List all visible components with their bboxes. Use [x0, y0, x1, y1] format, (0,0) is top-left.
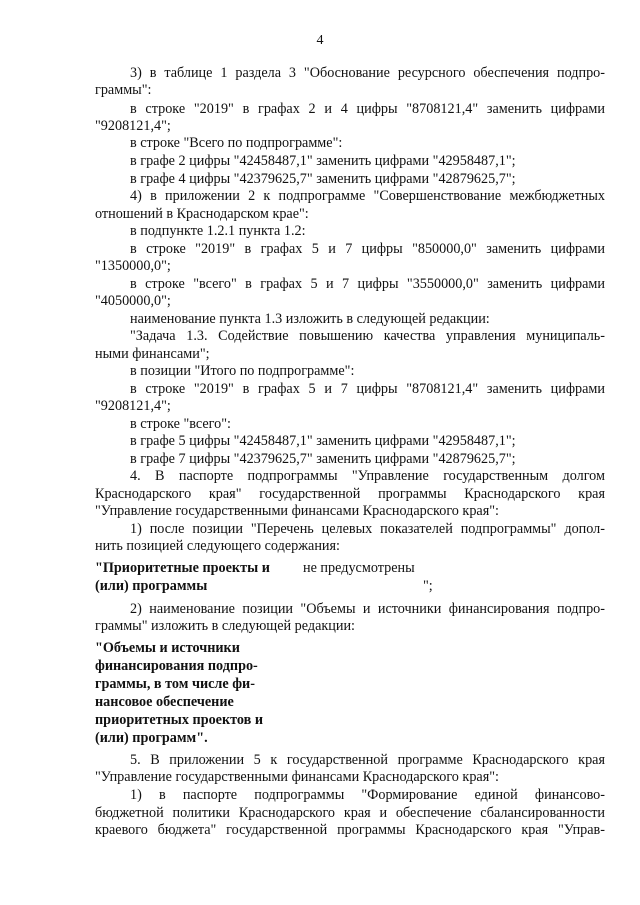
text-line: нансовое обеспечение [95, 694, 234, 710]
text-line: 4. В паспорте подпрограммы "Управление государственным долгом [130, 468, 605, 484]
text-line: "Приоритетные проекты и [95, 560, 270, 576]
text-line: бюджетной политики Краснодарского края и обеспечение сбалансированности [95, 805, 605, 821]
text-line: в строке "2019" в графах 5 и 7 цифры "8708121,4" заменить цифрами [130, 381, 605, 397]
text-line: "Задача 1.3. Содействие повышению качества управления муниципаль- [130, 328, 605, 344]
text-line: в строке "всего" в графах 5 и 7 цифры "3550000,0" заменить цифрами [130, 276, 605, 292]
text-line: (или) программ". [95, 730, 208, 746]
text-line: в графе 5 цифры "42458487,1" заменить цифрами "42958487,1"; [130, 433, 516, 449]
text-line: отношений в Краснодарском крае": [95, 206, 309, 222]
text-line: (или) программы [95, 578, 208, 594]
text-line: ными финансами"; [95, 346, 210, 362]
text-line: в строке "2019" в графах 5 и 7 цифры "850000,0" заменить цифрами [130, 241, 605, 257]
text-line: граммы, в том числе фи- [95, 676, 255, 692]
text-line: 2) наименование позиции "Объемы и источники финансирования подпро- [130, 601, 605, 617]
text-line: "1350000,0"; [95, 258, 171, 274]
text-line: "; [423, 578, 433, 594]
text-line: краевого бюджета" государственной программы Краснодарского края "Управ- [95, 822, 605, 838]
text-line: наименование пункта 1.3 изложить в следующей редакции: [130, 311, 490, 327]
text-line: в строке "всего": [130, 416, 231, 432]
text-line: финансирования подпро- [95, 658, 258, 674]
text-line: не предусмотрены [303, 560, 415, 576]
text-line: 5. В приложении 5 к государственной программе Краснодарского края [130, 752, 605, 768]
text-line: граммы" изложить в следующей редакции: [95, 618, 356, 634]
text-line: "4050000,0"; [95, 293, 171, 309]
text-line: 3) в таблице 1 раздела 3 "Обоснование ресурсного обеспечения подпро- [130, 65, 605, 81]
text-line: 1) после позиции "Перечень целевых показателей подпрограммы" допол- [130, 521, 605, 537]
text-line: в графе 4 цифры "42379625,7" заменить цифрами "42879625,7"; [130, 171, 516, 187]
text-line: "Управление государственными финансами Краснодарского края": [95, 769, 499, 785]
text-line: "9208121,4"; [95, 398, 171, 414]
text-line: приоритетных проектов и [95, 712, 264, 728]
text-line: в графе 2 цифры "42458487,1" заменить цифрами "42958487,1"; [130, 153, 516, 169]
text-line: в графе 7 цифры "42379625,7" заменить цифрами "42879625,7"; [130, 451, 516, 467]
text-line: 1) в паспорте подпрограммы "Формирование единой финансово- [130, 787, 605, 803]
text-line: "Управление государственными финансами Краснодарского края": [95, 503, 499, 519]
text-line: Краснодарского края" государственной программы Краснодарского края [95, 486, 605, 502]
text-line: 4) в приложении 2 к подпрограмме "Совершенствование межбюджетных [130, 188, 605, 204]
page-number: 4 [316, 33, 324, 48]
text-line: граммы": [95, 82, 152, 98]
text-line: в подпункте 1.2.1 пункта 1.2: [130, 223, 306, 239]
text-line: нить позицией следующего содержания: [95, 538, 340, 554]
text-line: "9208121,4"; [95, 118, 171, 134]
text-line: "Объемы и источники [95, 640, 240, 656]
text-line: в позиции "Итого по подпрограмме": [130, 363, 355, 379]
text-line: в строке "Всего по подпрограмме": [130, 135, 343, 151]
text-line: в строке "2019" в графах 2 и 4 цифры "8708121,4" заменить цифрами [130, 101, 605, 117]
